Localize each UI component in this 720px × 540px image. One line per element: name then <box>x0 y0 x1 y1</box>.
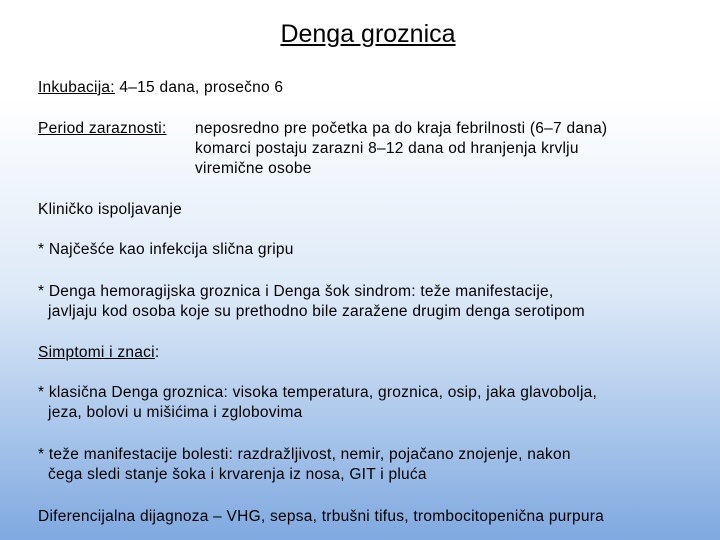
incubation-line <box>38 78 283 98</box>
clinical-item-2 <box>38 282 585 322</box>
clinical-item-2-line-1: * Denga hemoragijska groznica i Denga šok sindrom: teže manifestacije, <box>38 283 554 300</box>
contagious-period-label: Period zaraznosti: <box>38 120 167 137</box>
incubation-label: Inkubacija: <box>38 79 115 96</box>
contagious-period-lines <box>195 119 607 179</box>
clinical-item-2-line-2: javljaju kod osoba koje su prethodno bile zaražene drugim denga serotipom <box>48 303 585 320</box>
symptoms-item-2-line-1: * teže manifestacije bolesti: razdražljivost, nemir, pojačano znojenje, nakon <box>38 446 571 463</box>
symptoms-item-2-line-2: čega sledi stanje šoka i krvarenja iz nosa, GIT i pluća <box>48 466 427 483</box>
symptoms-heading-line <box>38 343 159 363</box>
slide-title: Denga groznica <box>280 20 456 48</box>
symptoms-item-1-line-1: * klasična Denga groznica: visoka temperatura, groznica, osip, jaka glavobolja, <box>38 384 598 401</box>
contagious-period-line: neposredno pre početka pa do kraja febrilnosti (6–7 dana) <box>195 120 608 137</box>
symptoms-item-1-line-2: jeza, bolovi u mišićima i zglobovima <box>48 404 303 421</box>
symptoms-item-1 <box>38 383 597 423</box>
clinical-heading: Kliničko ispoljavanje <box>38 201 182 218</box>
clinical-item-1: * Najčešće kao infekcija slična gripu <box>38 241 294 258</box>
differential-diagnosis: Diferencijalna dijagnoza – VHG, sepsa, trbušni tifus, trombocitopenična purpura <box>38 508 604 525</box>
contagious-period <box>38 119 607 179</box>
incubation-text: 4–15 dana, prosečno 6 <box>114 79 284 96</box>
contagious-period-line: komarci postaju zarazni 8–12 dana od hranjenja krvlju <box>195 140 579 157</box>
contagious-period-line: viremične osobe <box>195 160 312 177</box>
symptoms-item-2 <box>38 445 571 485</box>
symptoms-heading: Simptomi i znaci <box>38 344 155 361</box>
symptoms-colon: : <box>154 344 160 361</box>
